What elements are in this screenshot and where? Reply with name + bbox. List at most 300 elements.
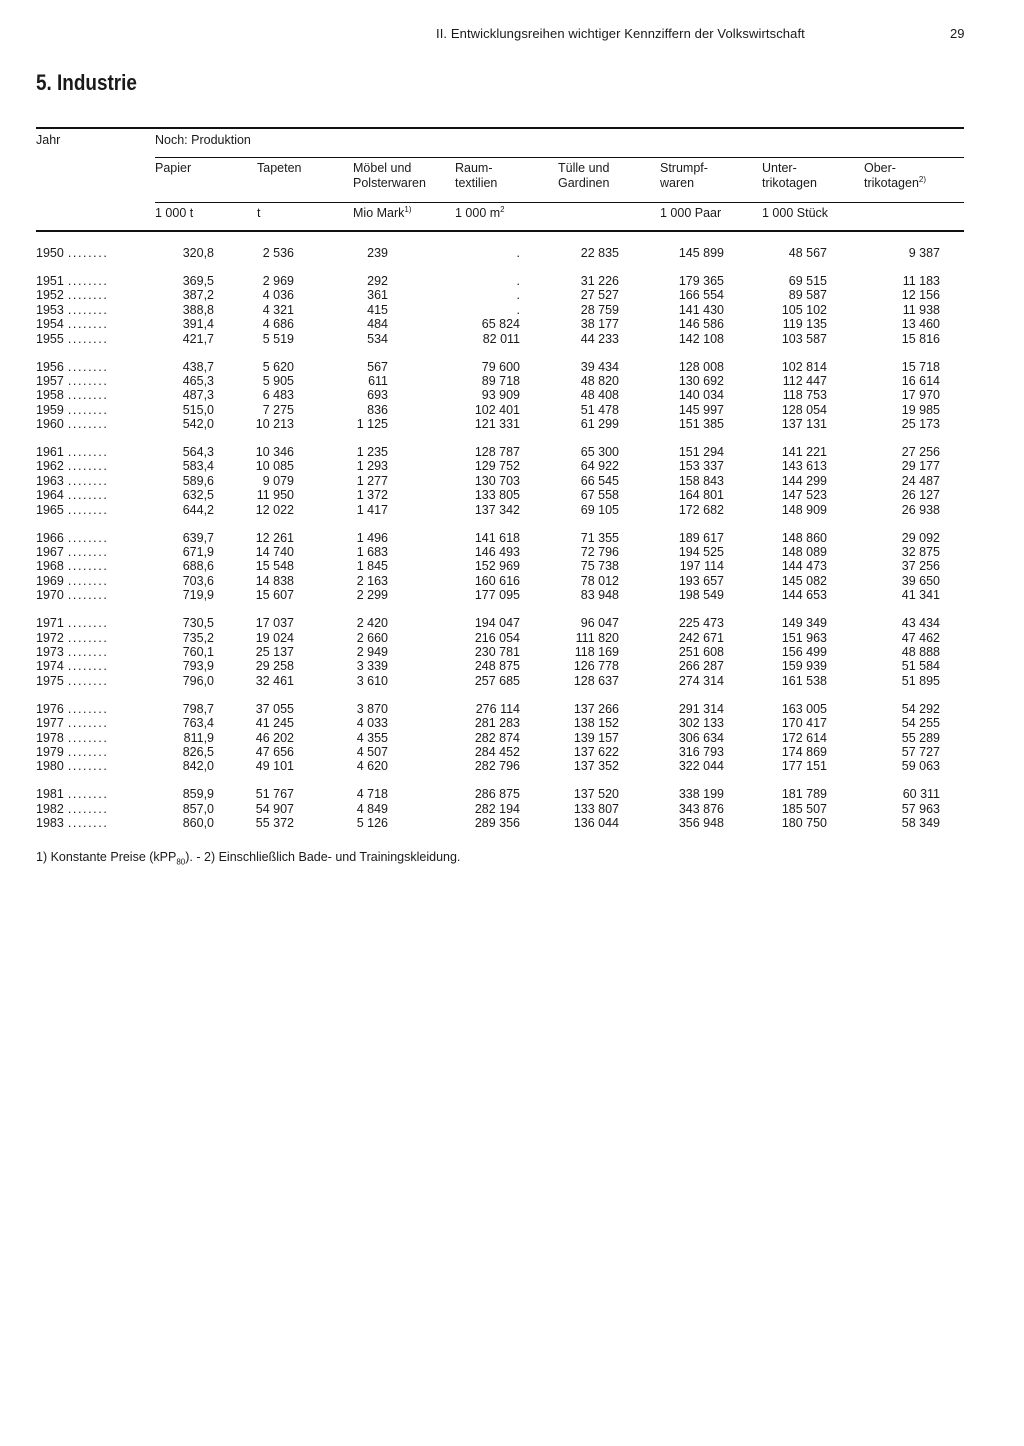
value-cell: 484 <box>367 317 388 332</box>
value-cell: 26 127 <box>901 488 940 503</box>
value-cell: 75 738 <box>580 559 619 574</box>
year-cell: 1955 ........ <box>36 331 109 346</box>
value-cell: 17 970 <box>901 388 940 403</box>
value-cell: 39 650 <box>901 573 940 588</box>
value-cell: 11 183 <box>902 273 940 288</box>
value-cell: 43 434 <box>901 616 940 631</box>
value-cell: 47 462 <box>901 630 940 645</box>
value-cell: 172 614 <box>781 730 827 745</box>
value-cell: 225 473 <box>678 616 724 631</box>
value-cell: 274 314 <box>678 673 724 688</box>
value-cell: 6 483 <box>262 388 294 403</box>
value-cell: 118 753 <box>782 388 827 403</box>
year-cell: 1959 ........ <box>36 402 109 417</box>
value-cell: 216 054 <box>474 630 520 645</box>
column-unit: t <box>257 206 261 220</box>
value-cell: 5 905 <box>262 373 294 388</box>
value-cell: 639,7 <box>182 530 214 545</box>
table-row <box>36 274 966 288</box>
year-cell: 1951 ........ <box>36 273 109 288</box>
value-cell: 172 682 <box>678 502 724 517</box>
table-row <box>36 559 966 573</box>
column-header-line1: Möbel und <box>353 161 412 175</box>
value-cell: 1 277 <box>356 473 388 488</box>
year-cell: 1962 ........ <box>36 459 109 474</box>
value-cell: 15 718 <box>901 359 940 374</box>
value-cell: 735,2 <box>182 630 214 645</box>
value-cell: 105 102 <box>781 302 827 317</box>
value-cell: 32 461 <box>255 673 294 688</box>
value-cell: 102 401 <box>474 402 520 417</box>
value-cell: 158 843 <box>678 473 724 488</box>
value-cell: 128 008 <box>678 359 724 374</box>
column-header-line1: Papier <box>155 161 192 175</box>
value-cell: 3 339 <box>356 659 388 674</box>
value-cell: 4 507 <box>356 744 388 759</box>
year-cell: 1973 ........ <box>36 644 109 659</box>
value-cell: 688,6 <box>182 559 214 574</box>
year-cell: 1957 ........ <box>36 373 109 388</box>
value-cell: 144 299 <box>781 473 827 488</box>
table-row <box>36 731 966 745</box>
value-cell: 282 796 <box>474 759 520 774</box>
value-cell: 51 478 <box>580 402 619 417</box>
value-cell: 54 907 <box>255 801 294 816</box>
value-cell: 137 520 <box>573 787 619 802</box>
value-cell: 49 101 <box>255 759 294 774</box>
value-cell: 161 538 <box>781 673 827 688</box>
value-cell: 4 033 <box>356 716 388 731</box>
value-cell: 145 082 <box>781 573 827 588</box>
value-cell: 2 969 <box>262 273 294 288</box>
value-cell: 1 235 <box>356 445 388 460</box>
value-cell: 51 767 <box>255 787 294 802</box>
value-cell: 48 408 <box>580 388 619 403</box>
value-cell: 37 256 <box>901 559 940 574</box>
value-cell: 760,1 <box>182 644 214 659</box>
value-cell: 55 372 <box>255 816 294 831</box>
value-cell: 730,5 <box>182 616 214 631</box>
value-cell: 89 587 <box>788 288 827 303</box>
footnote: 1) Konstante Preise (kPP$_{80}$). - 2) Einschließlich Bade- und Trainingskleidung. <box>36 850 461 867</box>
value-cell: 343 876 <box>678 801 724 816</box>
year-cell: 1976 ........ <box>36 701 109 716</box>
column-unit: 1 000 Paar <box>660 206 722 220</box>
value-cell: 111 820 <box>575 630 619 645</box>
value-cell: 10 085 <box>255 459 294 474</box>
value-cell: 69 105 <box>580 502 619 517</box>
value-cell: 15 548 <box>255 559 294 574</box>
column-header-line1: Strumpf- <box>660 161 708 175</box>
value-cell: 163 005 <box>781 701 827 716</box>
value-cell: 57 963 <box>901 801 940 816</box>
table-row <box>36 616 966 630</box>
column-unit: 1 000 t <box>155 206 194 220</box>
table-row <box>36 374 966 388</box>
value-cell: 57 727 <box>901 744 940 759</box>
table-row <box>36 332 966 346</box>
value-cell: 193 657 <box>678 573 724 588</box>
table-row <box>36 545 966 559</box>
value-cell: 51 895 <box>901 673 940 688</box>
value-cell: 44 233 <box>580 331 619 346</box>
value-cell: 130 703 <box>474 473 520 488</box>
unit-rule <box>155 202 964 203</box>
value-cell: 29 092 <box>901 530 940 545</box>
table-row <box>36 246 966 260</box>
value-cell: 589,6 <box>182 473 214 488</box>
value-cell: 4 036 <box>262 288 294 303</box>
column-unit: Mio Mark$^{1)}$ <box>353 204 412 220</box>
value-cell: 147 523 <box>781 488 827 503</box>
value-cell: 133 805 <box>474 488 520 503</box>
value-cell: 79 600 <box>481 359 520 374</box>
column-header-line2: trikotagen <box>762 176 817 190</box>
year-cell: 1958 ........ <box>36 388 109 403</box>
value-cell: 64 922 <box>580 459 619 474</box>
table-row <box>36 802 966 816</box>
value-cell: 286 875 <box>474 787 520 802</box>
value-cell: 177 095 <box>474 588 520 603</box>
value-cell: 146 586 <box>678 317 724 332</box>
value-cell: 2 949 <box>356 644 388 659</box>
column-unit: 1 000 Stück <box>762 206 829 220</box>
value-cell: 54 255 <box>901 716 940 731</box>
value-cell: 145 997 <box>678 402 724 417</box>
value-cell: 320,8 <box>182 246 214 260</box>
value-cell: 144 473 <box>781 559 827 574</box>
value-cell: 48 567 <box>788 246 827 260</box>
value-cell: 181 789 <box>781 787 827 802</box>
value-cell: 83 948 <box>580 588 619 603</box>
value-cell: . <box>516 273 520 288</box>
value-cell: 798,7 <box>182 701 214 716</box>
value-cell: 1 417 <box>356 502 388 517</box>
table-row <box>36 659 966 673</box>
value-cell: 276 114 <box>475 701 520 716</box>
table-row <box>36 388 966 402</box>
value-cell: 38 177 <box>580 317 619 332</box>
value-cell: 151 963 <box>781 630 827 645</box>
value-cell: 46 202 <box>255 730 294 745</box>
value-cell: 281 283 <box>474 716 520 731</box>
group-rule <box>155 157 964 158</box>
year-cell: 1983 ........ <box>36 816 109 831</box>
value-cell: 128 787 <box>474 445 520 460</box>
value-cell: 174 869 <box>781 744 827 759</box>
value-cell: 16 614 <box>901 373 940 388</box>
value-cell: 857,0 <box>182 801 214 816</box>
year-cell: 1961 ........ <box>36 445 109 460</box>
value-cell: 72 796 <box>580 545 619 560</box>
value-cell: 316 793 <box>678 744 724 759</box>
value-cell: 282 194 <box>474 801 520 816</box>
value-cell: 103 587 <box>781 331 827 346</box>
value-cell: 160 616 <box>474 573 520 588</box>
year-cell: 1963 ........ <box>36 473 109 488</box>
value-cell: 611 <box>368 373 388 388</box>
value-cell: . <box>516 302 520 317</box>
value-cell: 693 <box>367 388 388 403</box>
value-cell: 28 759 <box>580 302 619 317</box>
value-cell: 719,9 <box>182 588 214 603</box>
year-cell: 1967 ........ <box>36 545 109 560</box>
value-cell: 302 133 <box>678 716 724 731</box>
value-cell: 159 939 <box>781 659 827 674</box>
table-row <box>36 488 966 502</box>
value-cell: 19 024 <box>255 630 294 645</box>
data-table <box>36 246 966 830</box>
value-cell: 96 047 <box>580 616 619 631</box>
value-cell: 10 213 <box>255 417 294 432</box>
value-cell: 156 499 <box>781 644 827 659</box>
value-cell: 534 <box>367 331 388 346</box>
value-cell: 248 875 <box>474 659 520 674</box>
value-cell: 143 613 <box>781 459 827 474</box>
value-cell: 24 487 <box>901 473 940 488</box>
value-cell: 632,5 <box>182 488 214 503</box>
value-cell: 292 <box>367 273 388 288</box>
value-cell: 48 820 <box>580 373 619 388</box>
table-row <box>36 759 966 773</box>
value-cell: 9 079 <box>262 473 294 488</box>
value-cell: 137 342 <box>474 502 520 517</box>
value-cell: 1 125 <box>356 417 388 432</box>
value-cell: 89 718 <box>481 373 520 388</box>
column-header <box>353 161 426 191</box>
value-cell: 4 718 <box>356 787 388 802</box>
value-cell: 14 838 <box>255 573 294 588</box>
value-cell: 826,5 <box>182 744 214 759</box>
value-cell: 4 849 <box>356 801 388 816</box>
value-cell: 306 634 <box>678 730 724 745</box>
year-cell: 1952 ........ <box>36 288 109 303</box>
table-row <box>36 403 966 417</box>
year-cell: 1950 ........ <box>36 246 109 260</box>
value-cell: 128 054 <box>781 402 827 417</box>
value-cell: 32 875 <box>901 545 940 560</box>
value-cell: 5 519 <box>262 331 294 346</box>
value-cell: 2 420 <box>356 616 388 631</box>
year-cell: 1956 ........ <box>36 359 109 374</box>
value-cell: 65 300 <box>580 445 619 460</box>
value-cell: 391,4 <box>182 317 214 332</box>
table-row <box>36 816 966 830</box>
value-cell: 763,4 <box>182 716 214 731</box>
value-cell: 4 321 <box>262 302 294 317</box>
value-cell: 170 417 <box>781 716 827 731</box>
value-cell: 41 245 <box>255 716 294 731</box>
value-cell: 128 637 <box>573 673 619 688</box>
column-unit: 1 000 $m^2$ <box>455 204 505 220</box>
value-cell: 148 860 <box>781 530 827 545</box>
year-cell: 1966 ........ <box>36 530 109 545</box>
column-header-line2: waren <box>660 176 695 190</box>
value-cell: 239 <box>367 246 388 260</box>
value-cell: 15 816 <box>901 331 940 346</box>
value-cell: 51 584 <box>901 659 940 674</box>
value-cell: 2 299 <box>356 588 388 603</box>
value-cell: 54 292 <box>901 701 940 716</box>
year-cell: 1960 ........ <box>36 417 109 432</box>
value-cell: 793,9 <box>182 659 214 674</box>
value-cell: 148 909 <box>781 502 827 517</box>
value-cell: 149 349 <box>781 616 827 631</box>
column-header-line1: Unter- <box>762 161 797 175</box>
value-cell: 2 660 <box>356 630 388 645</box>
value-cell: 811,9 <box>183 730 214 745</box>
value-cell: 284 452 <box>474 744 520 759</box>
value-cell: 27 256 <box>901 445 940 460</box>
value-cell: 82 011 <box>482 331 520 346</box>
column-header-line1: Tülle und <box>558 161 610 175</box>
table-row <box>36 787 966 801</box>
value-cell: 2 163 <box>356 573 388 588</box>
value-cell: 17 037 <box>255 616 294 631</box>
year-cell: 1971 ........ <box>36 616 109 631</box>
column-header-line1: Ober- <box>864 161 896 175</box>
value-cell: 14 740 <box>255 545 294 560</box>
year-cell: 1975 ........ <box>36 673 109 688</box>
value-cell: 133 807 <box>573 801 619 816</box>
value-cell: 27 527 <box>580 288 619 303</box>
year-cell: 1977 ........ <box>36 716 109 731</box>
value-cell: 22 835 <box>580 246 619 260</box>
value-cell: 144 653 <box>781 588 827 603</box>
value-cell: 141 618 <box>474 530 520 545</box>
value-cell: 388,8 <box>182 302 214 317</box>
value-cell: 860,0 <box>182 816 214 831</box>
value-cell: 12 022 <box>255 502 294 517</box>
value-cell: 25 137 <box>255 644 294 659</box>
value-cell: 141 430 <box>678 302 724 317</box>
value-cell: 3 610 <box>356 673 388 688</box>
value-cell: 136 044 <box>573 816 619 831</box>
unit-superscript: 1) <box>404 204 412 214</box>
year-cell: 1954 ........ <box>36 317 109 332</box>
value-cell: 19 985 <box>901 402 940 417</box>
value-cell: 194 047 <box>474 616 520 631</box>
column-header <box>864 161 926 191</box>
value-cell: 194 525 <box>678 545 724 560</box>
value-cell: 78 012 <box>580 573 619 588</box>
value-cell: 146 493 <box>474 545 520 560</box>
table-row <box>36 716 966 730</box>
value-cell: 338 199 <box>678 787 724 802</box>
value-cell: 796,0 <box>182 673 214 688</box>
value-cell: 289 356 <box>474 816 520 831</box>
value-cell: 139 157 <box>573 730 619 745</box>
value-cell: 671,9 <box>182 545 214 560</box>
value-cell: 644,2 <box>182 502 214 517</box>
table-row <box>36 674 966 688</box>
year-column-header: Jahr <box>36 133 61 147</box>
value-cell: 71 355 <box>580 530 619 545</box>
table-row <box>36 631 966 645</box>
column-header-line2: textilien <box>455 176 498 190</box>
value-cell: 48 888 <box>901 644 940 659</box>
value-cell: 59 063 <box>901 759 940 774</box>
column-header <box>155 161 191 176</box>
value-cell: 66 545 <box>580 473 619 488</box>
value-cell: 137 131 <box>781 417 827 432</box>
table-row <box>36 503 966 517</box>
value-cell: 137 266 <box>573 701 619 716</box>
value-cell: . <box>516 288 520 303</box>
table-row <box>36 303 966 317</box>
value-cell: 282 874 <box>474 730 520 745</box>
value-cell: 1 496 <box>356 530 388 545</box>
table-row <box>36 459 966 473</box>
running-head: II. Entwicklungsreihen wichtiger Kennziffern der Volkswirtschaft <box>436 26 805 41</box>
value-cell: 859,9 <box>182 787 214 802</box>
value-cell: 151 385 <box>678 417 724 432</box>
value-cell: 60 311 <box>902 787 940 802</box>
value-cell: 387,2 <box>182 288 214 303</box>
value-cell: 251 608 <box>678 644 724 659</box>
value-cell: 177 151 <box>781 759 827 774</box>
value-cell: 266 287 <box>678 659 724 674</box>
year-cell: 1974 ........ <box>36 659 109 674</box>
value-cell: 1 372 <box>356 488 388 503</box>
value-cell: 137 352 <box>573 759 619 774</box>
value-cell: 130 692 <box>678 373 724 388</box>
value-cell: 5 620 <box>262 359 294 374</box>
table-row <box>36 702 966 716</box>
table-row <box>36 360 966 374</box>
value-cell: 421,7 <box>182 331 214 346</box>
value-cell: 140 034 <box>678 388 724 403</box>
year-cell: 1982 ........ <box>36 801 109 816</box>
value-cell: 7 275 <box>262 402 294 417</box>
value-cell: 542,0 <box>182 417 214 432</box>
value-cell: 31 226 <box>580 273 619 288</box>
value-cell: 65 824 <box>481 317 520 332</box>
value-cell: 69 515 <box>788 273 827 288</box>
value-cell: 2 536 <box>262 246 294 260</box>
value-cell: 151 294 <box>678 445 724 460</box>
value-cell: 152 969 <box>474 559 520 574</box>
value-cell: 564,3 <box>182 445 214 460</box>
value-cell: 180 750 <box>781 816 827 831</box>
table-row <box>36 317 966 331</box>
value-cell: 55 289 <box>901 730 940 745</box>
column-header <box>455 161 497 191</box>
value-cell: 10 346 <box>255 445 294 460</box>
value-cell: 142 108 <box>678 331 724 346</box>
value-cell: 47 656 <box>255 744 294 759</box>
column-header-line2: trikotagen <box>864 176 919 190</box>
value-cell: 11 950 <box>256 488 294 503</box>
year-cell: 1972 ........ <box>36 630 109 645</box>
value-cell: 121 331 <box>474 417 520 432</box>
table-row <box>36 417 966 431</box>
year-cell: 1953 ........ <box>36 302 109 317</box>
year-cell: 1964 ........ <box>36 488 109 503</box>
column-header <box>558 161 609 191</box>
value-cell: 583,4 <box>182 459 214 474</box>
value-cell: 1 683 <box>356 545 388 560</box>
value-cell: . <box>516 246 520 260</box>
table-row <box>36 588 966 602</box>
value-cell: 164 801 <box>678 488 724 503</box>
value-cell: 145 899 <box>678 246 724 260</box>
column-header-line2: Gardinen <box>558 176 610 190</box>
value-cell: 102 814 <box>781 359 827 374</box>
page-number: 29 <box>950 26 965 41</box>
value-cell: 1 293 <box>356 459 388 474</box>
value-cell: 189 617 <box>678 530 724 545</box>
